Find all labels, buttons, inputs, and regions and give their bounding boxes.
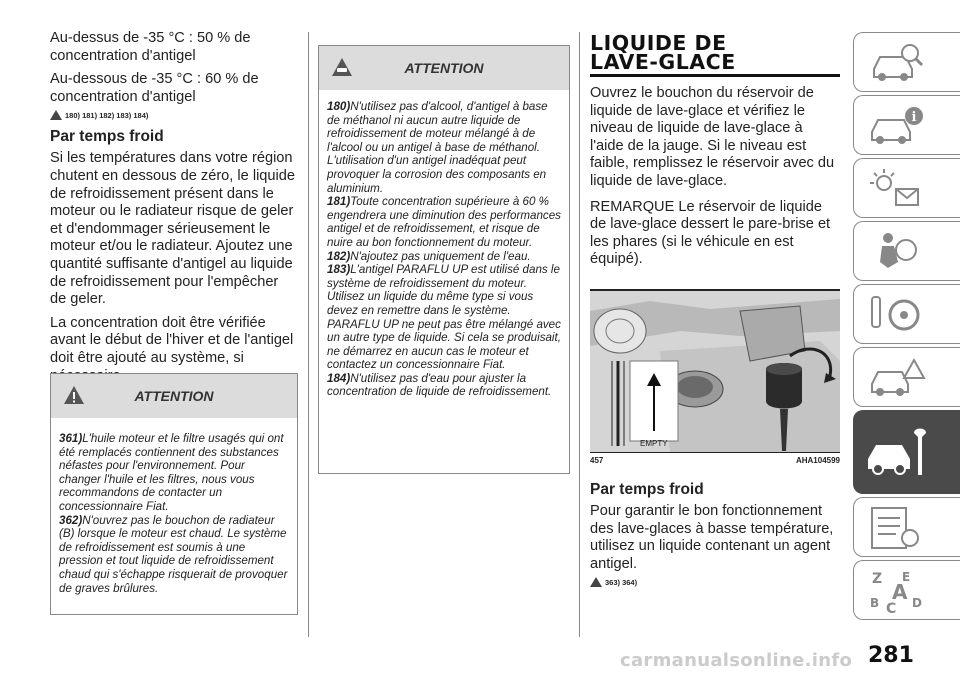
- item-number: 181): [327, 195, 351, 209]
- spec-list-icon: [866, 504, 926, 552]
- concentration-below: Au-dessous de -35 °C : 60 % de concentration d'antigel: [50, 71, 259, 105]
- item-number: 180): [327, 100, 351, 113]
- item-text: Toute concentration supérieure à 60 % engendrera une diminution des performances antigel et de refroidissement, et risque de nuire au bon fonctionnement du moteur.: [327, 195, 561, 249]
- item-number: 184): [327, 371, 351, 385]
- attention-item: [327, 372, 561, 399]
- attention-header: [319, 46, 569, 90]
- cold-weather-paragraph: Pour garantir le bon fonctionnement des lave-glaces à basse température, utilisez un liquide contenant un agent antigel.: [590, 502, 834, 572]
- page-number: 281: [868, 643, 914, 668]
- car-info-icon: [866, 102, 926, 150]
- washer-note-paragraph: REMARQUE Le réservoir de liquide de lave-glace dessert le pare-brise et les phares (si le véhicule en est équipé).: [590, 198, 831, 268]
- svg-text:i: i: [911, 110, 917, 125]
- tab-key-steering[interactable]: [853, 284, 960, 344]
- svg-text:E: E: [902, 570, 911, 584]
- tab-warning-lights[interactable]: [853, 158, 960, 218]
- reference-numbers: 363) 364): [605, 577, 638, 587]
- cold-weather-paragraph: Si les températures dans votre région chutent en dessous de zéro, le liquide de refroidissement présent dans le moteur ou le radiateur risque de geler et d'endommager sérieusement le moteur et/ou le radiateur. Ajoutez une quantité suffisante d'antigel au liquide de refroidissement pour l'empêcher de geler.: [50, 150, 296, 308]
- tab-car-search[interactable]: [853, 32, 960, 92]
- column-divider: [579, 32, 580, 637]
- item-text: N'ouvrez pas le bouchon de radiateur (B) lorsque le moteur est chaud. Le système de refroidissement est soumis à une pression et tout liquide de refroidissement chaud qui s'échappe risquerait de provoquer de graves brûlures.: [59, 513, 288, 595]
- warning-triangle-icon: [590, 577, 602, 587]
- attention-item: [327, 250, 561, 264]
- washer-reservoir-illustration: [590, 291, 840, 452]
- item-number: 183): [327, 263, 351, 277]
- tab-road-emergency[interactable]: [853, 347, 960, 407]
- attention-title: ATTENTION: [134, 388, 214, 404]
- svg-text:Z: Z: [872, 571, 883, 587]
- figure-caption: [590, 456, 840, 465]
- item-number: 361): [59, 432, 83, 445]
- warning-triangle-icon: [50, 110, 62, 120]
- attention-body: [319, 90, 569, 407]
- tab-alphabet-index[interactable]: [853, 560, 960, 620]
- item-number: 362): [59, 513, 83, 527]
- watermark: carmanualsonline.info: [620, 650, 853, 671]
- attention-item: [327, 263, 561, 372]
- key-steering-icon: [866, 291, 926, 339]
- attention-box-engine: [50, 373, 298, 615]
- gauge-empty-label: EMPTY: [640, 438, 668, 448]
- column-left: [50, 0, 297, 595]
- item-text: N'utilisez pas d'eau pour ajuster la concentration de liquide de refroidissement.: [327, 371, 552, 399]
- svg-text:C: C: [886, 601, 897, 615]
- attention-title: ATTENTION: [404, 60, 484, 76]
- svg-text:B: B: [870, 596, 880, 610]
- road-emergency-icon: [866, 354, 926, 402]
- attention-header: [51, 374, 297, 418]
- attention-item: [327, 100, 561, 195]
- attention-box-coolant: [318, 45, 570, 474]
- item-number: 182): [327, 249, 351, 263]
- reference-numbers: 180) 181) 182) 183) 184): [65, 110, 149, 120]
- item-text: L'antigel PARAFLU UP est utilisé dans le système de refroidissement du moteur. Utilisez un liquide du même type si vous devez en remettre dans le système. PARAFLU UP ne peut pas être mélangé avec un autre type de liquide. Si cela se produisait, ne démarrez en aucun cas le moteur et contactez un concessionnaire Fiat.: [327, 263, 561, 372]
- section-title: [590, 31, 840, 74]
- concentration-above: Au-dessus de -35 °C : 50 % de concentration d'antigel: [50, 30, 251, 64]
- svg-text:D: D: [912, 596, 922, 610]
- column-right: [590, 0, 840, 595]
- tab-spec-list[interactable]: [853, 497, 960, 557]
- airbag-safety-icon: [866, 228, 926, 276]
- reference-list: [590, 577, 840, 587]
- item-text: N'ajoutez pas uniquement de l'eau.: [350, 249, 531, 263]
- item-text: N'utilisez pas d'alcool, d'antigel à base de méthanol ni aucun autre liquide de refroidissement de moteur mélangé à de l'alcool ou un antigel à base de méthanol. L'utilisation d'un antigel inadéquat peut provoquer la corrosion des composants en aluminium.: [327, 100, 548, 195]
- washer-reservoir-figure: [590, 291, 840, 452]
- attention-item: [59, 514, 289, 596]
- svg-text:A: A: [892, 580, 908, 604]
- section-rule: [590, 74, 840, 77]
- figure-code: AHA104599: [795, 455, 840, 465]
- figure-number: 457: [590, 455, 604, 465]
- item-text: L'huile moteur et le filtre usagés qui ont été remplacés contiennent des substances néfastes pour l'environnement. Pour changer l'huile et les filtres, nous vous recommandons de contacter un concessionnaire Fiat.: [59, 432, 284, 513]
- tab-car-maintenance[interactable]: [853, 410, 960, 494]
- attention-body: [51, 418, 297, 603]
- section-title-line1: LIQUIDE DE: [590, 31, 727, 55]
- car-maintenance-icon: [864, 425, 934, 485]
- car-search-icon: [866, 39, 926, 87]
- tab-airbag-safety[interactable]: [853, 221, 960, 281]
- section-title-line2: LAVE-GLACE: [590, 50, 736, 74]
- attention-item: [327, 195, 561, 249]
- figure-bottom-rule: [590, 452, 840, 453]
- column-divider: [308, 32, 309, 637]
- warning-lights-icon: [866, 165, 926, 213]
- attention-item: [59, 432, 289, 514]
- tab-car-info[interactable]: [853, 95, 960, 155]
- cold-weather-heading: Par temps froid: [590, 480, 704, 498]
- cold-weather-heading: Par temps froid: [50, 128, 164, 146]
- reference-list: [50, 110, 297, 120]
- washer-check-paragraph: Ouvrez le bouchon du réservoir de liquide de lave-glace et vérifiez le niveau de liquide de lave-glace à l'aide de la jauge. Si le niveau est faible, remplissez le réservoir avec du liquide de lave-glace.: [590, 85, 835, 189]
- concentration-check-paragraph: La concentration doit être vérifiée avant le début de l'hiver et de l'antigel doit être ajouté au système, si: [50, 314, 294, 366]
- alphabet-index-icon: [866, 567, 926, 615]
